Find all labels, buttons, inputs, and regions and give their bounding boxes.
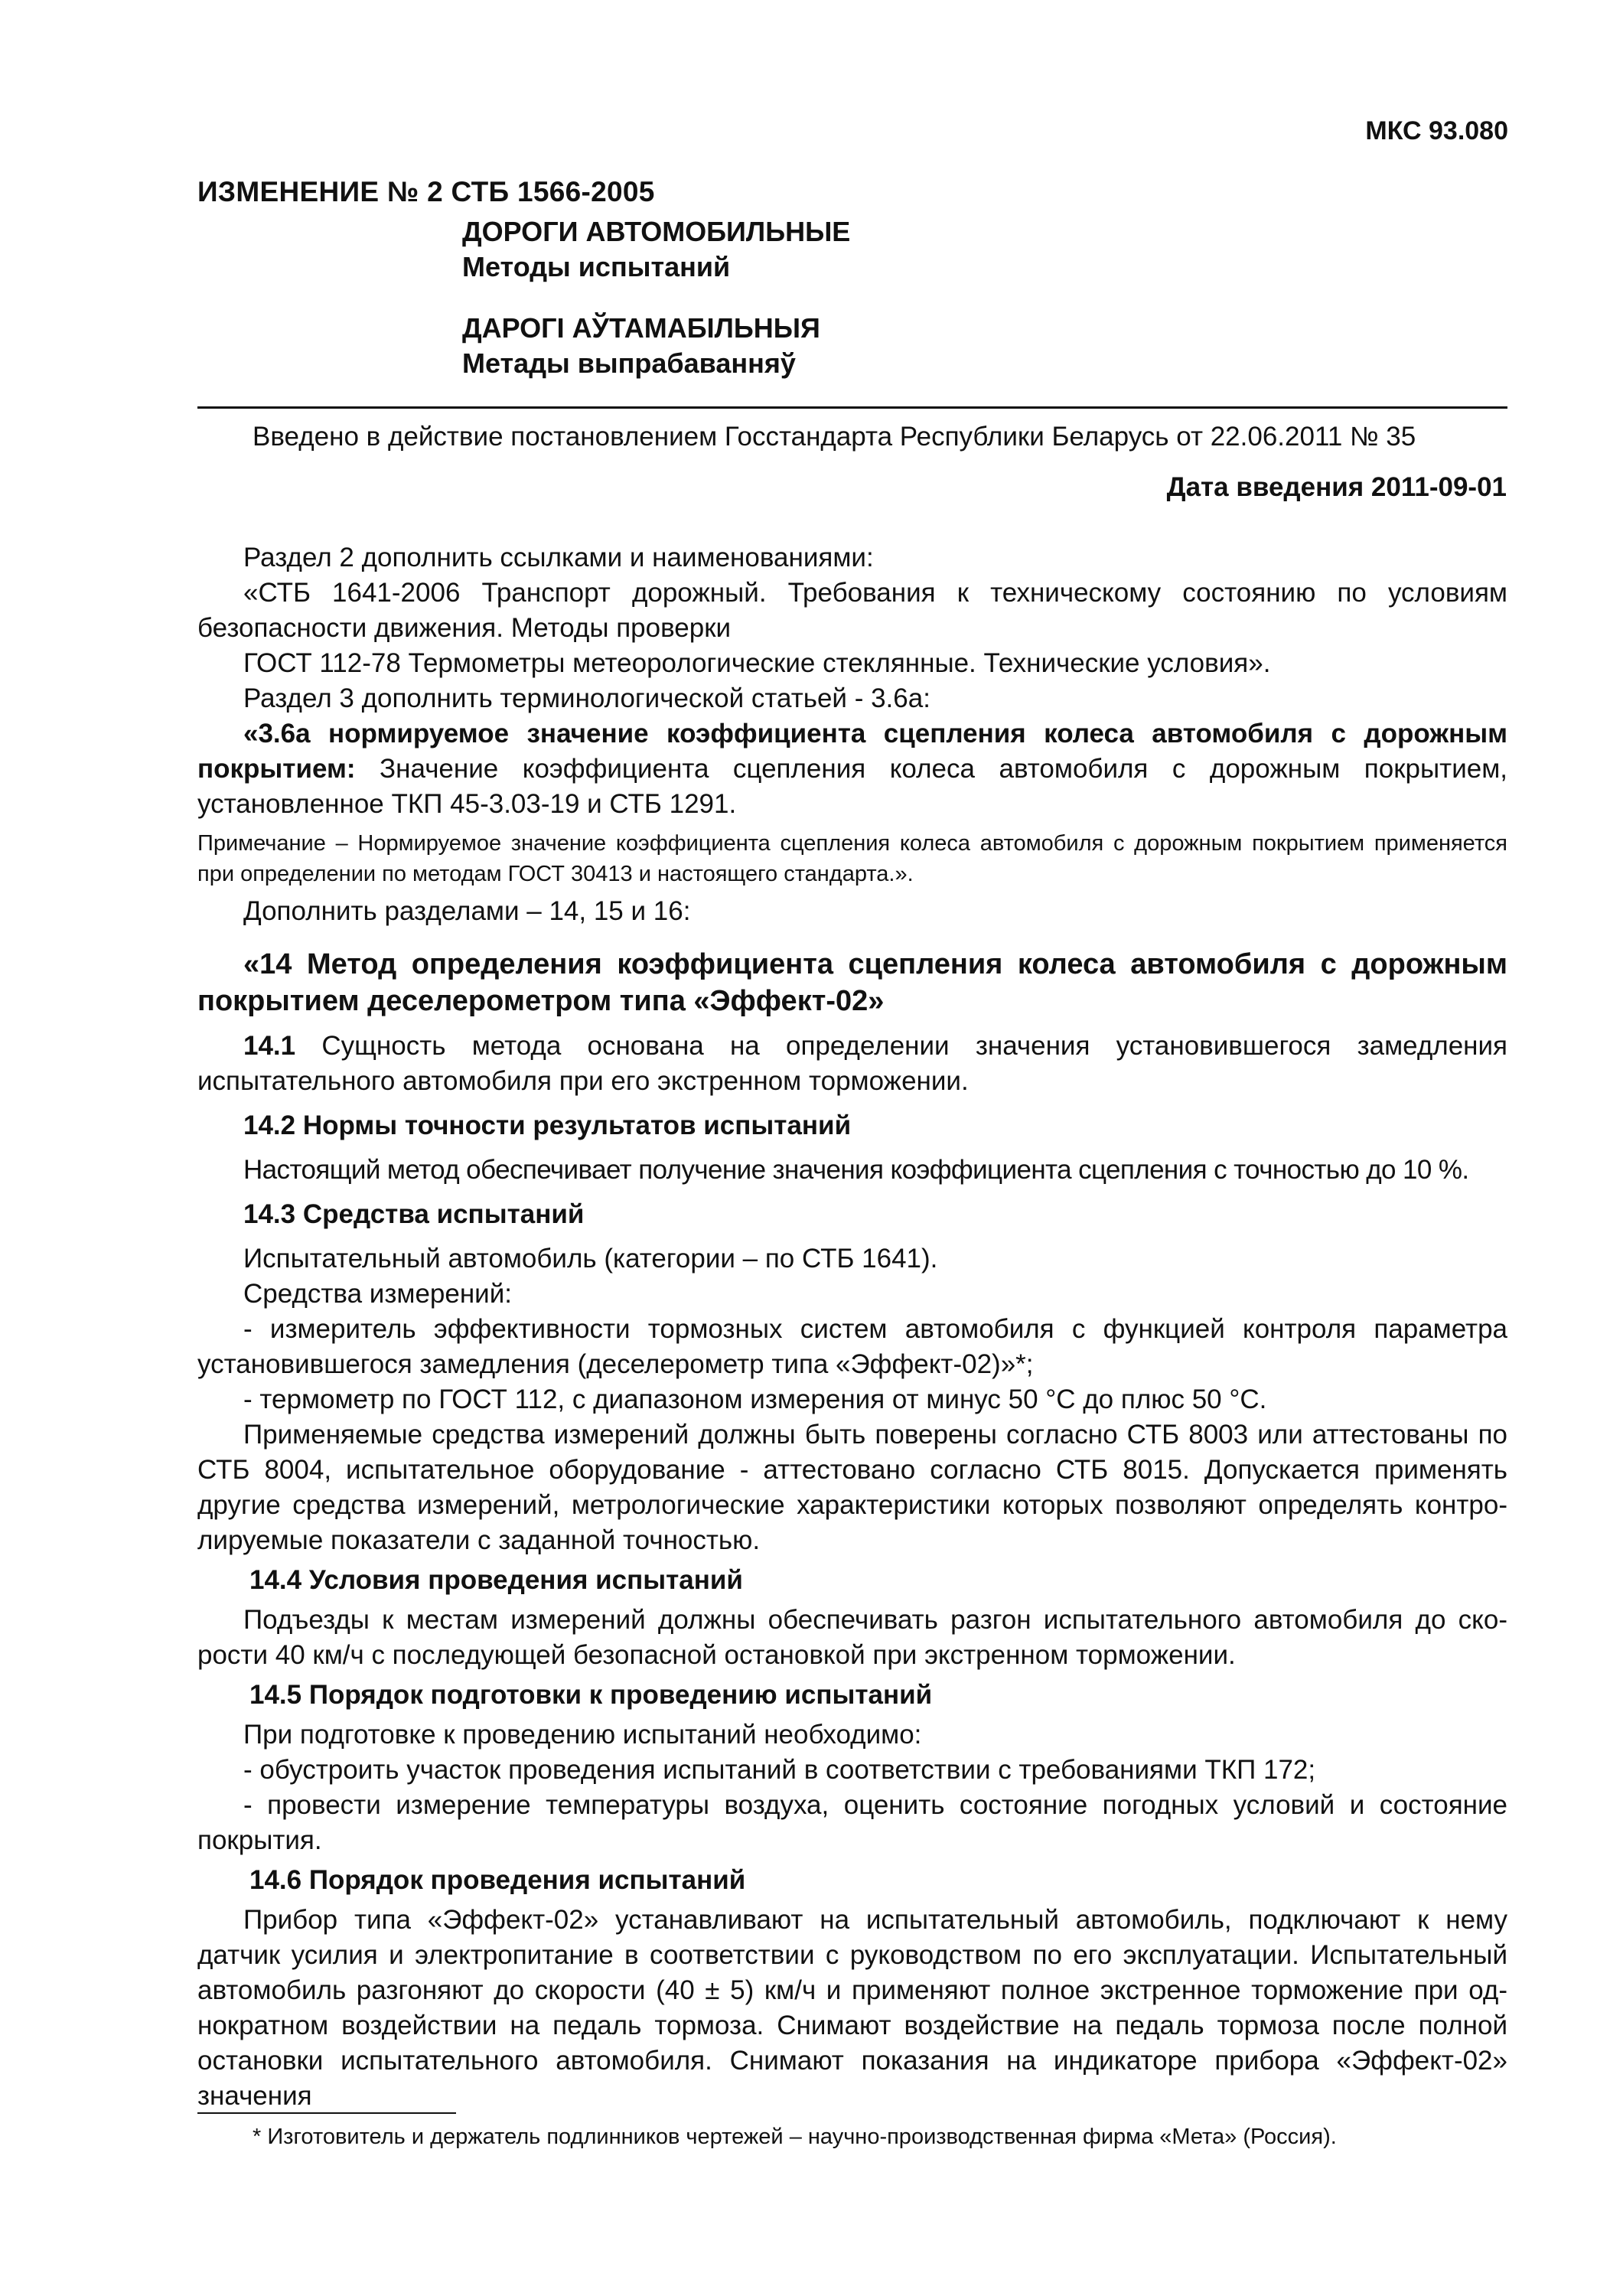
subtitle-ru: Методы испытаний bbox=[462, 251, 731, 282]
term-definition bbox=[197, 716, 1507, 822]
term-text: Значение коэффициента сцепления колеса автомобиля с дорожным покрытием, установленное ТКП 45-3.03-19 и СТБ 1291. bbox=[197, 754, 1507, 819]
clause-14-6-title: 14.6 Порядок проведения испытаний bbox=[249, 1865, 746, 1895]
footnote: * Изготовитель и держатель подлинников чертежей – научно-производственная фирма «Мета» (Россия). bbox=[253, 2125, 1337, 2149]
list-item: - провести измерение температуры воздуха, оценить состояние погодных условий и состояние покрытия. bbox=[197, 1790, 1507, 1855]
ics-code: МКС 93.080 bbox=[1365, 116, 1508, 145]
clause-14-5-title: 14.5 Порядок подготовки к проведению испытаний bbox=[249, 1680, 933, 1710]
note: Примечание – Нормируемое значение коэффициента сцепления колеса автомобиля с дорожным покрытием применяется при определении по методам ГОСТ 30413 и настоящего стандарта.». bbox=[197, 831, 1507, 886]
document-body bbox=[197, 540, 1507, 2114]
footnote-divider bbox=[197, 2112, 456, 2114]
paragraph: Раздел 2 дополнить ссылками и наименованиями: bbox=[243, 543, 874, 572]
introduction-date: Дата введения 2011-09-01 bbox=[1166, 472, 1507, 502]
paragraph: ГОСТ 112-78 Термометры метеорологические стеклянные. Технические условия». bbox=[243, 648, 1271, 678]
paragraph: При подготовке к проведению испытаний необходимо: bbox=[243, 1720, 922, 1750]
paragraph: Испытательный автомобиль (категории – по СТБ 1641). bbox=[243, 1244, 938, 1274]
clause-text: Сущность метода основана на определении значения установившегося замедления испытательного автомобиля при его экстренном торможении. bbox=[197, 1031, 1507, 1096]
paragraph: Подъезды к местам измерений должны обеспечивать разгон испытательного автомобиля до скорости 40 км/ч с последующей безопасной остановкой при экстренном торможении. bbox=[197, 1605, 1507, 1670]
list-item: - термометр по ГОСТ 112, с диапазоном измерения от минус 50 °С до плюс 50 °С. bbox=[243, 1384, 1267, 1414]
paragraph: Настоящий метод обеспечивает получение значения коэффициента сцепления с точностью до 10 %. bbox=[243, 1155, 1469, 1185]
section-14-title: «14 Метод определения коэффициента сцепления колеса автомобиля с дорожным покрытием деселерометром типа «Эффект-02» bbox=[197, 948, 1507, 1017]
clause-number: 14.1 bbox=[243, 1031, 296, 1061]
subtitle-by: Метады выпрабаванняў bbox=[462, 347, 796, 379]
term-heading: «3.6а нормируемое значение коэффициента сцепления колеса автомобиля с дорожным покрытием: bbox=[197, 719, 1507, 784]
clause-14-4-title: 14.4 Условия проведения испытаний bbox=[249, 1565, 743, 1595]
clause-14-3-title: 14.3 Средства испытаний bbox=[243, 1199, 585, 1229]
title-ru: ДОРОГИ АВТОМОБИЛЬНЫЕ bbox=[462, 216, 851, 247]
paragraph: Средства измерений: bbox=[243, 1279, 512, 1309]
enactment-line: Введено в действие постановлением Госстандарта Республики Беларусь от 22.06.2011 № 35 bbox=[253, 422, 1416, 452]
list-item: - обустроить участок проведения испытаний в соответствии с требованиями ТКП 172; bbox=[243, 1755, 1316, 1785]
header-divider bbox=[197, 406, 1507, 409]
change-title: ИЗМЕНЕНИЕ № 2 СТБ 1566-2005 bbox=[197, 176, 655, 207]
paragraph: «СТБ 1641-2006 Транспорт дорожный. Требования к техническому состоянию по условиям безопасности движения. Методы проверки bbox=[197, 578, 1507, 643]
title-by: ДАРОГІ АЎТАМАБІЛЬНЫЯ bbox=[462, 312, 820, 344]
paragraph: Прибор типа «Эффект-02» устанавливают на испытательный автомобиль, подключают к нему датчик усилия и электропитание в соответствии с руководством по его эксплуатации. Испытательный автомобиль разгоняют до скорости (40 ± 5) км/ч и применяют полное экстренное торможение при однократном воздействии на педаль тормоза. Снимают воздействие на педаль тормоза после полной остановки испытательного автомобиля. Снимают показания на индикаторе прибора «Эффект-02» значения bbox=[197, 1905, 1507, 2111]
list-item: - измеритель эффективности тормозных систем автомобиля с функцией контроля параметра установившегося замедления (деселерометр типа «Эффект-02)»*; bbox=[197, 1314, 1507, 1379]
clause-14-1 bbox=[197, 1029, 1507, 1099]
paragraph: Дополнить разделами – 14, 15 и 16: bbox=[243, 896, 691, 926]
clause-14-2-title: 14.2 Нормы точности результатов испытаний bbox=[243, 1110, 852, 1140]
paragraph: Раздел 3 дополнить терминологической статьей - 3.6а: bbox=[243, 683, 930, 713]
paragraph: Применяемые средства измерений должны быть поверены согласно СТБ 8003 или аттестованы по СТБ 8004, испытательное оборудование - аттестовано согласно СТБ 8015. Допускается применять другие средства измерений, метрологические характеристики которых позволяют определять контролируемые показатели с заданной точностью. bbox=[197, 1420, 1507, 1555]
